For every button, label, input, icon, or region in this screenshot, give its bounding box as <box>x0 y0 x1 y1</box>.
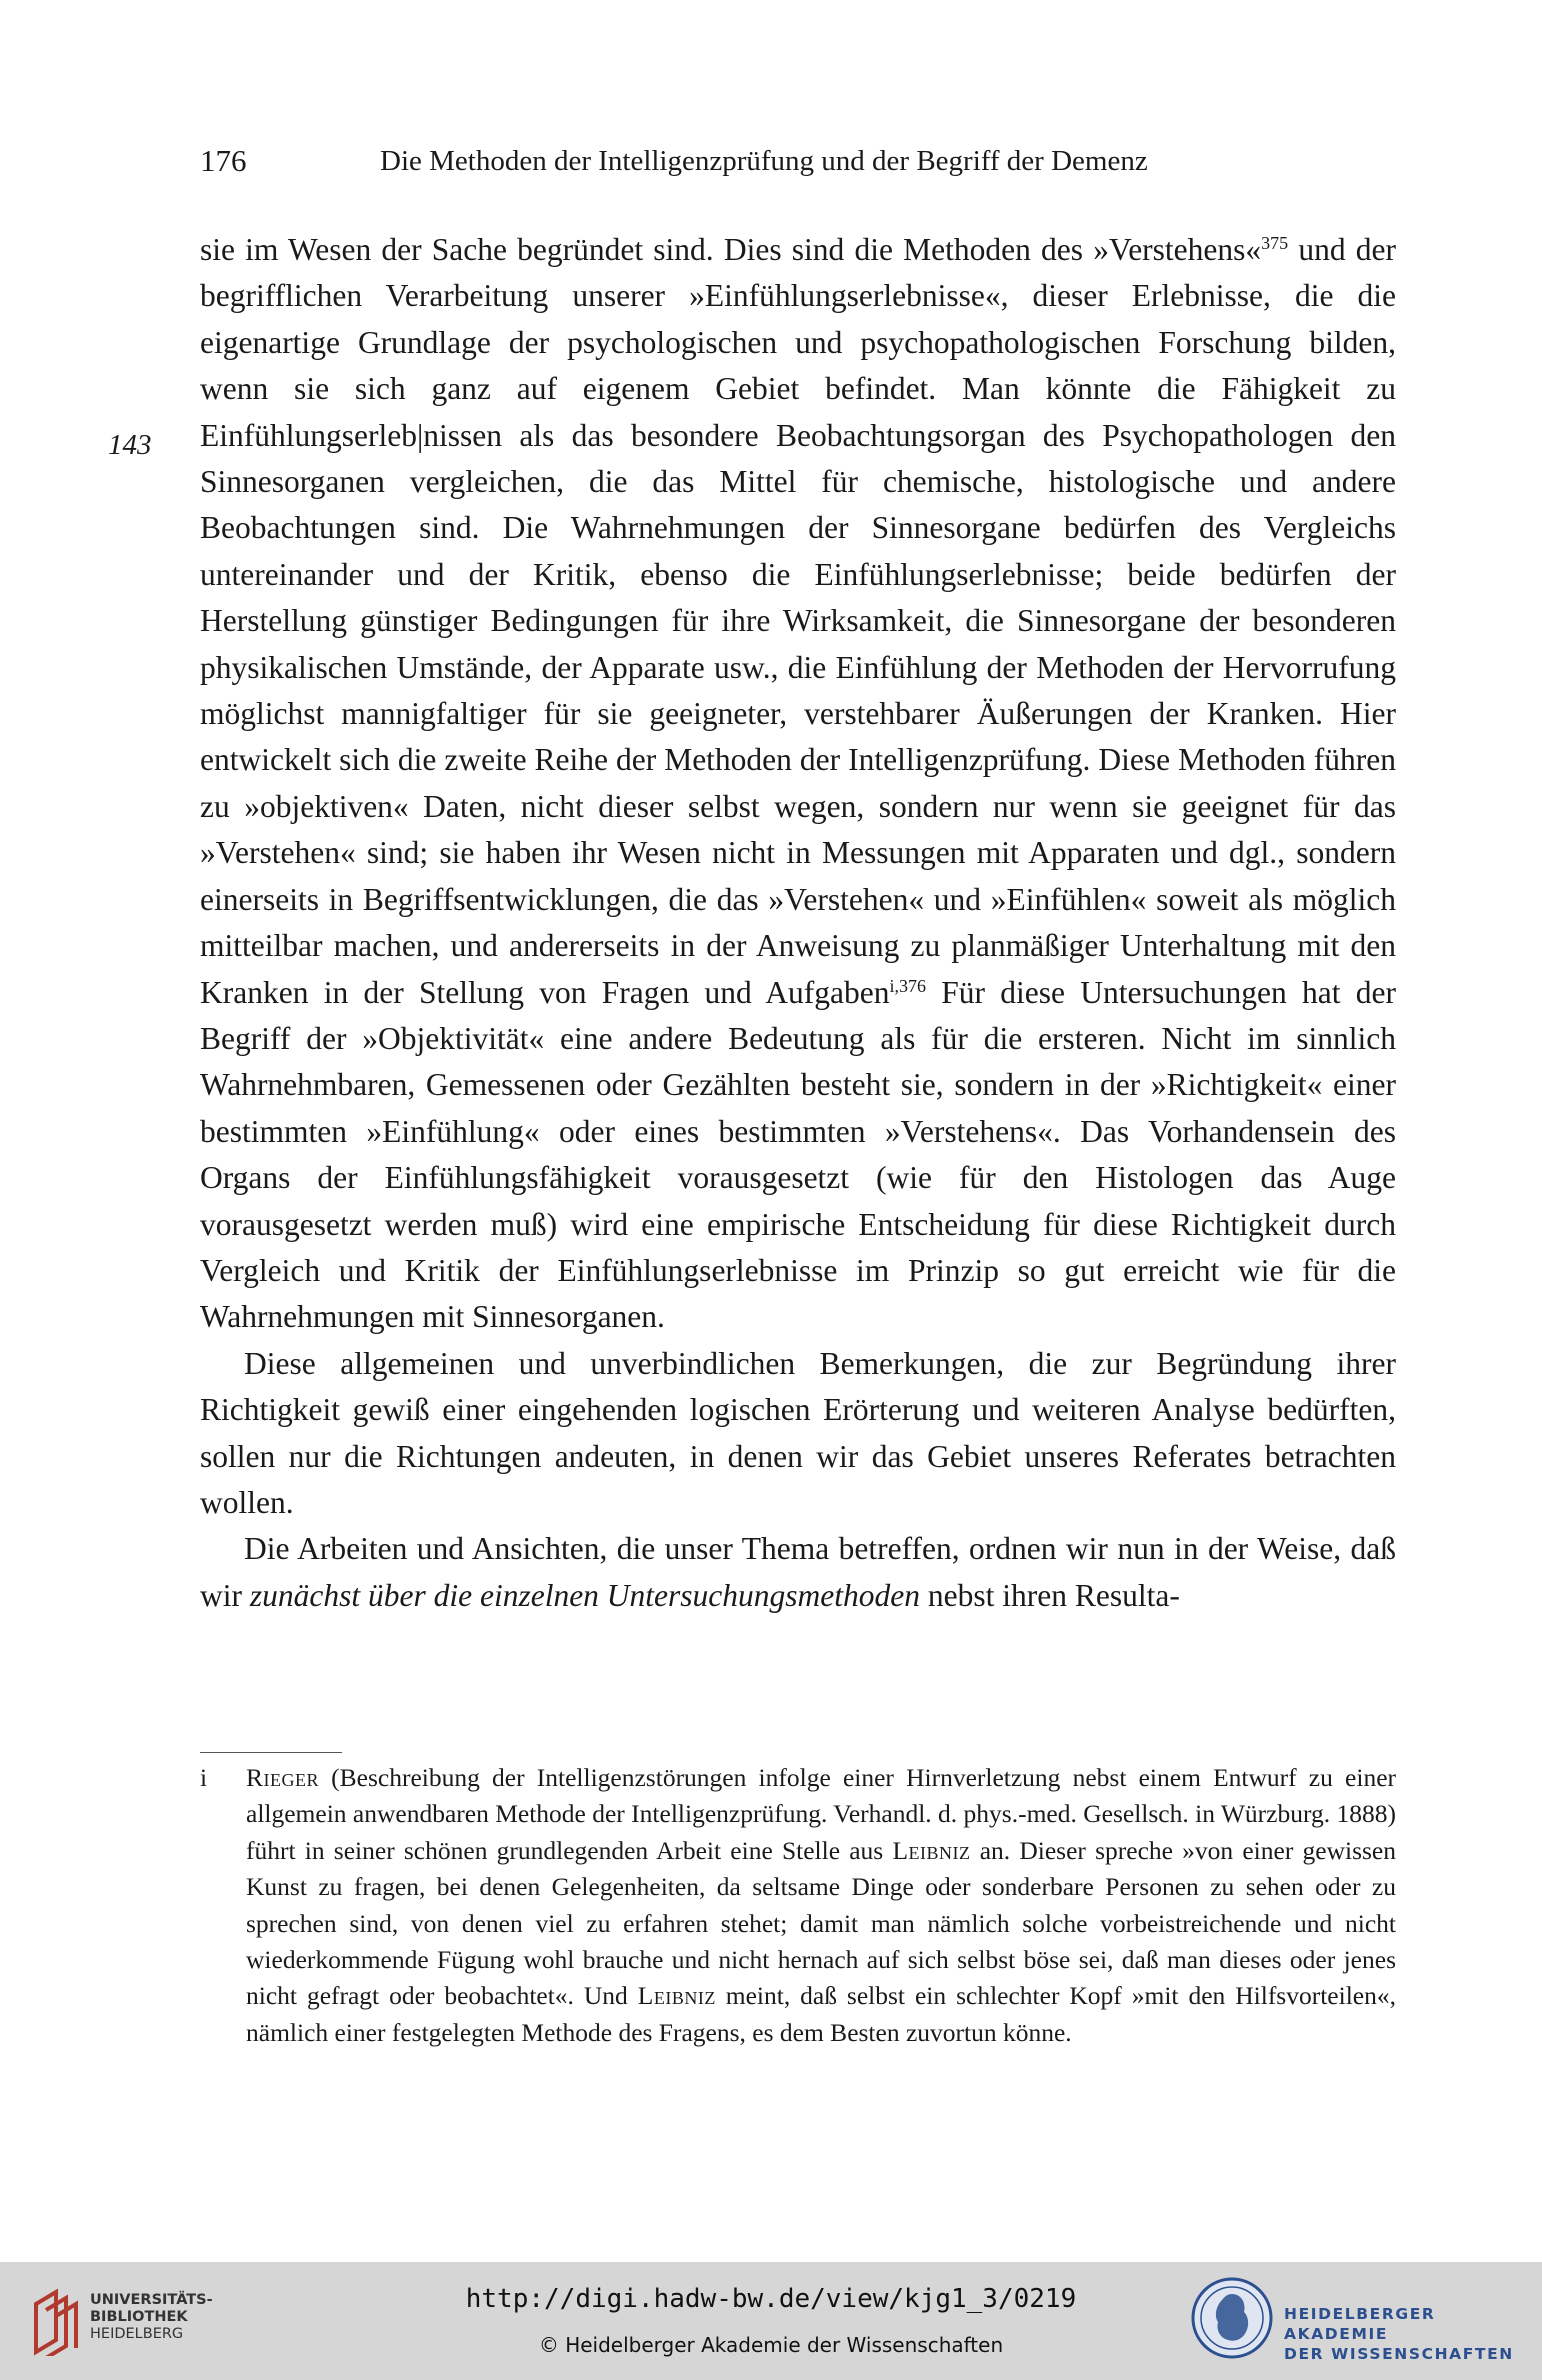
copyright-notice: © Heidelberger Akademie der Wissenschaften <box>538 2333 1004 2357</box>
paragraph-3-part-a: Die Arbeiten und Ansichten, die unser Thema betreffen, ordnen wir nun in der Weise, daß wir <box>200 1531 1396 1613</box>
running-title: Die Methoden der Intelligenzprüfung und der Begriff der Demenz <box>380 145 1148 177</box>
footnote-text <box>246 1760 1396 2051</box>
paragraph-2: Diese allgemeinen und unverbindlichen Bemerkungen, die zur Begründung ihrer Richtigkeit gewiß einer eingehenden logischen Erörterung und weiteren Analyse bedürften, sollen nur die Richtungen andeuten, in denen wir das Gebiet unseres Referates betrachten wollen. <box>200 1345 1396 1520</box>
reference-375[interactable]: 375 <box>1261 233 1289 253</box>
paragraph-1-part-c: Für diese Untersuchungen hat der Begriff der »Objektivität« eine andere Bedeutung als für die ersteren. Nicht im sinnlich Wahrnehmbaren, Gemessenen oder Gezählten besteht sie, sondern in der »Richtigkeit« einer bestimmten »Einfühlung« oder eines bestimmten »Verstehens«. Das Vorhandensein des Organs der Einfühlungsfähigkeit vorausgesetzt (wie für den Histologen das Auge vorausgesetzt werden muß) wird eine empirische Entscheidung für diese Richtigkeit durch Vergleich und Kritik der Einfühlungserlebnisse im Prinzip so gut erreicht wie für die Wahrnehmungen mit Sinnesorganen. <box>200 974 1396 1335</box>
page-header <box>200 138 1400 184</box>
paragraph-1 <box>200 227 1396 1341</box>
main-text <box>200 227 1396 1619</box>
footnote-text-a: (Beschreibung der Intelligenzstörungen infolge einer Hirnverletzung nebst einem Entwurf zu einer allgemein anwendbaren Methode der Intelligenzprüfung. Verhandl. d. phys.-med. Gesellsch. in Würzburg. 1888) führt in seiner schönen grundlegenden Arbeit eine Stelle aus <box>246 1763 1397 1865</box>
footnote-author-rieger: Rieger <box>246 1763 319 1792</box>
footnote-author-leibniz-2: Leibniz <box>637 1981 716 2011</box>
paragraph-3 <box>200 1526 1396 1619</box>
digitization-footer <box>0 2262 1542 2380</box>
academy-seal-icon[interactable] <box>1190 2276 1274 2360</box>
footnote-text-b: an. Dieser spreche »von einer gewissen Kunst zu fragen, bei denen Gelegenheiten, da seltsame Dinge oder sonderbare Personen zu sehen oder zu sprechen sind, von denen viel zu erfahren stehet; damit man nämlich solche vorbeistreichende und nicht wiederkommende Fügung wohl brauche und nicht hernach auf sich selbst böse sei, daß man dieses oder jenes nicht gefragt oder beobachtet«. Und <box>246 1835 1396 2011</box>
footnote-marker: i <box>200 1763 208 1792</box>
academy-line-2: DER WISSENSCHAFTEN <box>1284 2345 1514 2363</box>
permalink-url[interactable]: http://digi.hadw-bw.de/view/kjg1_3/0219 <box>465 2284 1077 2314</box>
paragraph-1-part-b: und der begrifflichen Verarbeitung unserer »Einfühlungserlebnisse«, dieser Erlebnisse, die die eigenartige Grundlage der psychologischen und psychopathologischen Forschung bilden, wenn sie sich ganz auf eigenem Gebiet befindet. Man könnte die Fähigkeit zu Einfühlungserleb|nissen als das besondere Beobachtungsorgan des Psychopathologen den Sinnesorganen vergleichen, die das Mittel für chemische, histologische und andere Beobachtungen sind. Die Wahrnehmungen der Sinnesorgane bedürfen des Vergleichs untereinander und der Kritik, ebenso die Einfühlungserlebnisse; beide bedürfen der Herstellung günstiger Bedingungen für ihre Wirksamkeit, die Sinnesorgane der besonderen physikalischen Umstände, der Apparate usw., die Einfühlung der Methoden der Hervorrufung möglichst mannigfaltiger für sie geeigneter, verstehbarer Äußerungen der Kranken. Hier entwickelt sich die zweite Reihe der Methoden der Intelligenzprüfung. Diese Methoden führen zu »objektiven« Daten, nicht dieser selbst wegen, sondern nur wenn sie geeignet für das »Verstehen« sind; sie haben ihr Wesen nicht in Messungen mit Apparaten und dgl., sondern einerseits in Begriffsentwicklungen, die das »Verstehen« und »Einfühlen« soweit als möglich mitteilbar machen, und andererseits in der Anweisung zu planmäßiger Unterhaltung mit den Kranken in der Stellung von Fragen und Aufgaben <box>200 232 1396 1010</box>
academy-line-1: HEIDELBERGER AKADEMIE <box>1284 2305 1436 2343</box>
academy-name[interactable] <box>1284 2304 1542 2364</box>
paragraph-3-part-b: nebst ihren Resulta- <box>920 1577 1180 1613</box>
ub-line-1: UNIVERSITÄTS- <box>90 2292 213 2308</box>
footnote-author-leibniz: Leibniz <box>892 1835 971 1865</box>
original-page-marker: 143 <box>108 429 152 461</box>
footnote-text-c: meint, daß selbst ein schlechter Kopf »mit den Hilfsvorteilen«, nämlich einer festgelegten Methode des Fragens, es dem Besten zuvortun könne. <box>246 1981 1396 2047</box>
ub-line-3: HEIDELBERG <box>90 2326 184 2342</box>
footnote-rule <box>200 1752 342 1753</box>
paragraph-1-part-a: sie im Wesen der Sache begründet sind. Dies sind die Methoden des »Verstehens« <box>200 232 1262 267</box>
reference-376[interactable]: i,376 <box>889 975 927 996</box>
page-number: 176 <box>200 143 247 178</box>
footnote <box>200 1760 1396 2051</box>
ub-line-2: BIBLIOTHEK <box>90 2309 188 2325</box>
paragraph-3-emphasis: zunächst über die einzelnen Untersuchungsmethoden <box>249 1577 921 1613</box>
